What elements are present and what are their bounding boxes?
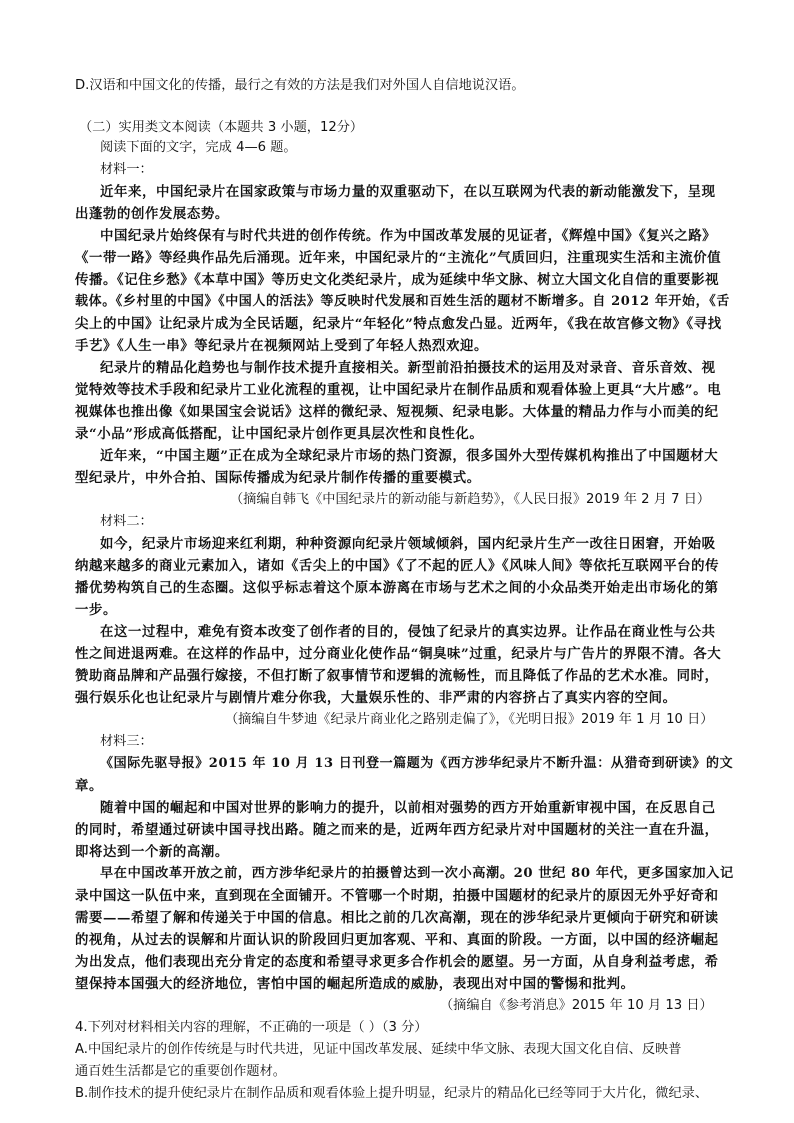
material-1-label: 材料一：	[100, 162, 153, 177]
material-3-text: 早在中国改革开放之前，西方涉华纪录片的拍摄曾达到一次小高潮。20 世纪 80 年代，更多国家加入记	[100, 866, 734, 881]
material-2-text: 如今，纪录片市场迎来红利期，种种资源向纪录片领域倾斜，国内纪录片生产一改往日困窘，开始吸	[100, 536, 716, 552]
material-2-text: 赞助商品牌和产品强行嫁接，不但打断了叙事情节和逻辑的流畅性，而且降低了作品的艺术水准。同时，	[75, 668, 719, 684]
material-2-label: 材料二：	[100, 514, 153, 529]
material-2-text: 性之间进退两难。在这样的作品中，过分商业化使作品“铜臭味”过重，纪录片与广告片的界限不清。各大	[75, 646, 722, 662]
material-3-text: 的同时，希望通过研读中国寻找出路。随之而来的是，近两年西方纪录片对中国题材的关注一直在升温，	[75, 822, 719, 838]
material-3-text: 望保持本国强大的经济地位，害怕中国的崛起所造成的威胁，表现出对中国的警惕和批判。	[75, 976, 635, 992]
material-3-text: 录中国这一队伍中来，直到现在全面铺开。不管哪一个时期，拍摄中国题材的纪录片的原因无外乎好奇和	[75, 888, 719, 904]
material-3-source: （摘编自《参考消息》2015 年 10 月 13 日）	[440, 998, 713, 1013]
material-1-text: 手艺》《人生一串》等纪录片在视频网站上受到了年轻人热烈欢迎。	[75, 338, 489, 354]
material-3-text: 的视角，从过去的误解和片面认识的阶段回归更加客观、平和、真面的阶段。一方面，以中国的经济崛起	[75, 932, 719, 948]
material-1-text: 型纪录片，中外合拍、国际传播成为纪录片制作传播的重要模式。	[75, 470, 481, 486]
material-1-text: 觉特效等技术手段和纪录片工业化流程的重视，让中国纪录片在制作品质和观看体验上更具“大片感”。电	[75, 382, 722, 398]
material-3-text: 随着中国的崛起和中国对世界的影响力的提升，以前相对强势的西方开始重新审视中国，在反思自己	[100, 800, 716, 816]
material-2-text: 一步。	[75, 602, 117, 618]
material-1-text: 传播。《记住乡愁》《本草中国》等历史文化类纪录片，成为延续中华文脉、树立大国文化自信的重要影视	[75, 272, 720, 288]
material-1-text: 录“小品”形成高低搭配，让中国纪录片创作更具层次性和良性化。	[75, 426, 484, 442]
material-3-text: 《国际先驱导报》2015 年 10 月 13 日刊登一篇题为《西方涉华纪录片不断升温：从猎奇到研读》的文	[100, 756, 734, 771]
material-1-text: 《一带一路》等经典作品先后涌现。近年来，中国纪录片的“主流化”气质回归，注重现实生活和主流价值	[75, 250, 722, 266]
question-4-stem: 4.下列对材料相关内容的理解，不正确的一项是（ ）（3 分）	[75, 1020, 428, 1035]
material-1-text: 视媒体也推出像《如果国宝会说话》这样的微纪录、短视频、纪录电影。大体量的精品力作与小而美的纪	[75, 404, 719, 420]
material-1-text: 出蓬勃的创作发展态势。	[75, 206, 229, 222]
option-a: A.中国纪录片的创作传统是与时代共进，见证中国改革发展、延续中华文脉、表现大国文化自信、反映普	[75, 1042, 682, 1057]
section-heading: （二）实用类文本阅读（本题共 3 小题，12分）	[79, 120, 364, 135]
option-a-continued: 通百姓生活都是它的重要创作题材。	[75, 1064, 286, 1079]
material-2-text: 播优势构筑自己的生态圈。这似乎标志着这个原本游离在市场与艺术之间的小众品类开始走出市场化的第	[75, 580, 719, 596]
material-3-text: 为出发点，他们表现出充分肯定的态度和希望寻求更多合作机会的愿望。另一方面，从自身利益考虑，希	[75, 954, 719, 970]
material-3-text: 章。	[75, 778, 103, 794]
material-1-source: （摘编自韩飞《中国纪录片的新动能与新趋势》，《人民日报》2019 年 2 月 7 日）	[230, 492, 711, 507]
material-2-text: 纳越来越多的商业元素加入，诸如《舌尖上的中国》《了不起的匠人》《风味人间》等依托互联网平台的传	[75, 558, 720, 574]
option-b: B.制作技术的提升使纪录片在制作品质和观看体验上提升明显，纪录片的精品化已经等同于大片化，微纪录、	[75, 1086, 709, 1101]
material-3-text: 即将达到一个新的高潮。	[75, 844, 229, 860]
material-1-text: 尖上的中国》让纪录片成为全民话题，纪录片“年轻化”特点愈发凸显。近两年，《我在故宫修文物》《寻找	[75, 316, 722, 332]
material-1-text: 载体。《乡村里的中国》《中国人的活法》等反映时代发展和百姓生活的题材不断增多。自 2012 年开始，《舌	[75, 294, 730, 309]
material-3-label: 材料三：	[100, 734, 153, 749]
material-1-text: 近年来，“中国主题”正在成为全球纪录片市场的热门资源，很多国外大型传媒机构推出了中国题材大	[100, 448, 719, 464]
material-1-text: 中国纪录片始终保有与时代共进的创作传统。作为中国改革发展的见证者，《辉煌中国》《复兴之路》	[100, 228, 717, 244]
material-2-text: 在这一过程中，难免有资本改变了创作者的目的，侵蚀了纪录片的真实边界。让作品在商业性与公共	[100, 624, 716, 640]
material-3-text: 需要——希望了解和传递关于中国的信息。相比之前的几次高潮，现在的涉华纪录片更倾向于研究和研读	[75, 910, 719, 926]
reading-instruction: 阅读下面的文字，完成 4—6 题。	[100, 140, 297, 155]
option-d-previous: D.汉语和中国文化的传播，最行之有效的方法是我们对外国人自信地说汉语。	[75, 78, 525, 93]
material-1-text: 近年来，中国纪录片在国家政策与市场力量的双重驱动下，在以互联网为代表的新动能激发下，呈现	[100, 184, 716, 200]
material-2-text: 强行娱乐化也让纪录片与剧情片难分你我，大量娱乐性的、非严肃的内容挤占了真实内容的空间。	[75, 690, 677, 706]
material-1-text: 纪录片的精品化趋势也与制作技术提升直接相关。新型前沿拍摄技术的运用及对录音、音乐音效、视	[100, 360, 716, 376]
material-2-source: （摘编自牛梦迪《纪录片商业化之路别走偏了》，《光明日报》2019 年 1 月 10 日）	[225, 712, 714, 727]
